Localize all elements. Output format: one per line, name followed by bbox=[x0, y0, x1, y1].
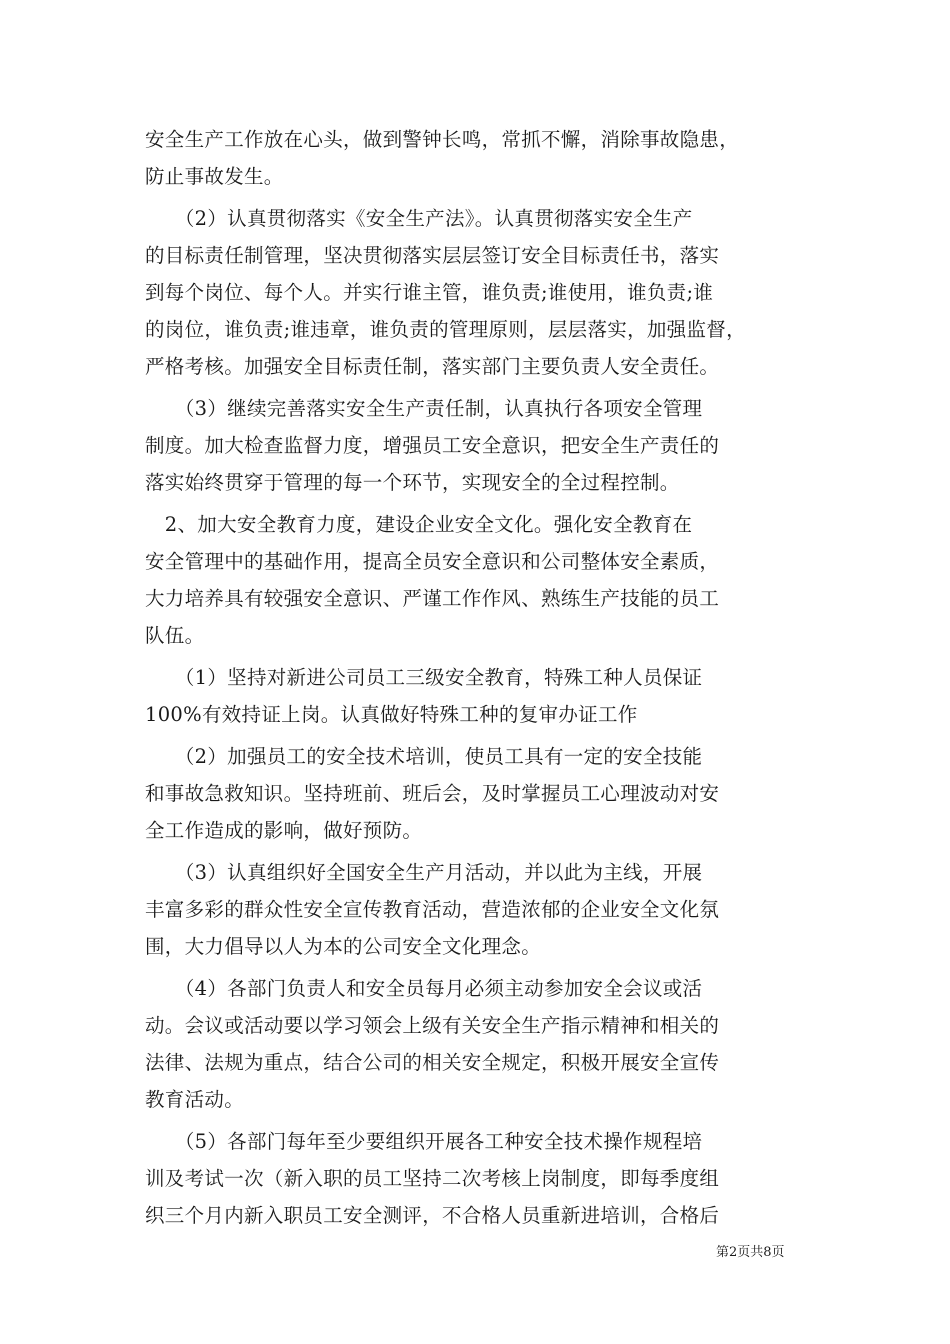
text-line: 的目标责任制管理，坚决贯彻落实层层签订安全目标责任书，落实 bbox=[145, 244, 720, 267]
text-line: 安全生产工作放在心头，做到警钟长鸣，常抓不懈，消除事故隐患， bbox=[145, 128, 740, 151]
text-line: 训及考试一次（新入职的员工坚持二次考核上岗制度，即每季度组 bbox=[145, 1167, 720, 1190]
text-line: （5）各部门每年至少要组织开展各工种安全技术操作规程培 bbox=[145, 1130, 703, 1153]
text-line: 100%有效持证上岗。认真做好特殊工种的复审办证工作 bbox=[145, 703, 638, 726]
text-line: 落实始终贯穿于管理的每一个环节，实现安全的全过程控制。 bbox=[145, 471, 680, 494]
text-line: 教育活动。 bbox=[145, 1088, 245, 1111]
text-line: 制度。加大检查监督力度，增强员工安全意识，把安全生产责任的 bbox=[145, 434, 720, 457]
text-line: 队伍。 bbox=[145, 624, 205, 647]
text-line: 大力培养具有较强安全意识、严谨工作作风、熟练生产技能的员工 bbox=[145, 587, 720, 610]
page-number: 第2页共8页 bbox=[716, 1245, 785, 1260]
text-line: 的岗位，谁负责;谁违章，谁负责的管理原则，层层落实，加强监督， bbox=[145, 318, 746, 341]
text-line: （4）各部门负责人和安全员每月必须主动参加安全会议或活 bbox=[145, 977, 703, 1000]
text-line: （2）认真贯彻落实《安全生产法》。认真贯彻落实安全生产 bbox=[145, 207, 693, 230]
text-line: 防止事故发生。 bbox=[145, 165, 284, 188]
body-text bbox=[145, 121, 821, 1234]
text-line: 围，大力倡导以人为本的公司安全文化理念。 bbox=[145, 935, 542, 958]
text-line: 织三个月内新入职员工安全测评，不合格人员重新进培训，合格后 bbox=[145, 1204, 720, 1227]
text-line: 到每个岗位、每个人。并实行谁主管，谁负责;谁使用，谁负责;谁 bbox=[145, 281, 714, 304]
text-line: （3）继续完善落实安全生产责任制，认真执行各项安全管理 bbox=[145, 397, 703, 420]
text-line: 丰富多彩的群众性安全宣传教育活动，营造浓郁的企业安全文化氛 bbox=[145, 898, 720, 921]
text-line: 动。会议或活动要以学习领会上级有关安全生产指示精神和相关的 bbox=[145, 1014, 720, 1037]
text-line: 安全管理中的基础作用，提高全员安全意识和公司整体安全素质， bbox=[145, 550, 720, 573]
text-line: （1）坚持对新进公司员工三级安全教育，特殊工种人员保证 bbox=[145, 666, 703, 689]
text-line: 法律、法规为重点，结合公司的相关安全规定，积极开展安全宣传 bbox=[145, 1051, 720, 1074]
text-line: 全工作造成的影响，做好预防。 bbox=[145, 819, 423, 842]
text-line: 严格考核。加强安全目标责任制，落实部门主要负责人安全责任。 bbox=[145, 355, 720, 378]
text-line: 2、加大安全教育力度，建设企业安全文化。强化安全教育在 bbox=[145, 513, 693, 536]
text-line: （2）加强员工的安全技术培训，使员工具有一定的安全技能 bbox=[145, 745, 703, 768]
text-line: （3）认真组织好全国安全生产月活动，并以此为主线，开展 bbox=[145, 861, 703, 884]
text-line: 和事故急救知识。坚持班前、班后会，及时掌握员工心理波动对安 bbox=[145, 782, 720, 805]
